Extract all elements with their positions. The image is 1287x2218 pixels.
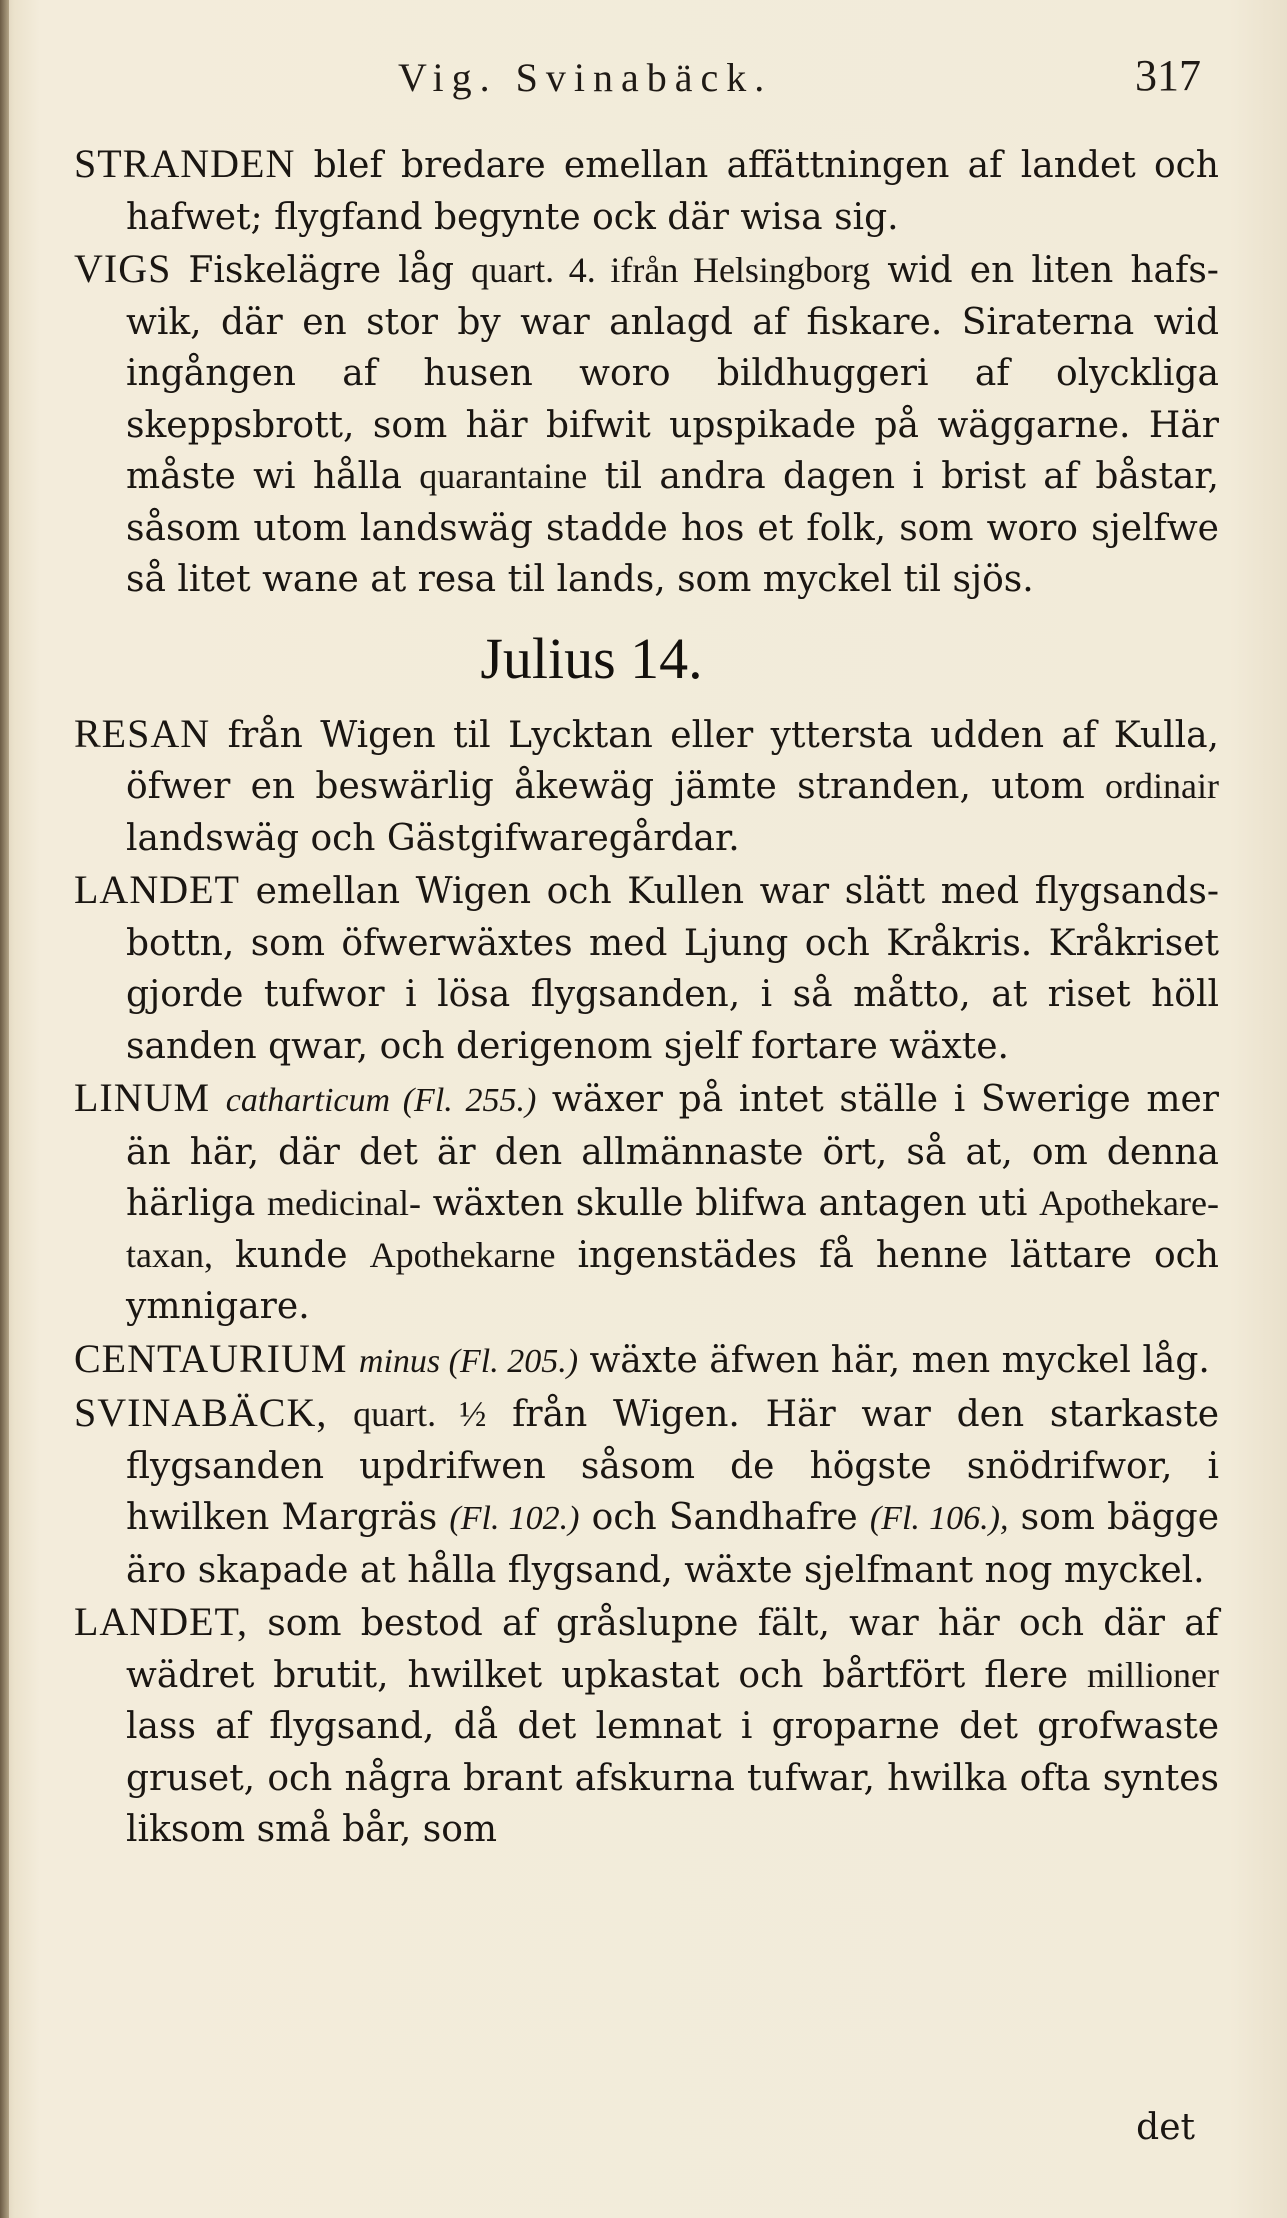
paragraph-text-segment: wid en liten hafs-wik, där en stor by war anlagd af fiskare. Siraterna wid ingången af husen woro bildhuggeri af olyckliga skeppsbrott, som här bifwit upspikade på wäggarne. Här måste wi hålla [126, 250, 1219, 497]
paragraph-latin-segment: ordinair [1105, 766, 1219, 806]
paragraph-italic-segment: catharticum (Fl. 255.) [225, 1082, 537, 1119]
paragraph-latin-segment: quarantaine [419, 456, 588, 496]
paragraph-landet-1 [74, 864, 1219, 1072]
running-head [74, 48, 1219, 134]
paragraph-linum [74, 1072, 1219, 1333]
paragraph-italic-segment: minus (Fl. 205.) [358, 1342, 579, 1380]
paragraph-centaurium [74, 1333, 1219, 1388]
paragraph-latin-segment: quart. ½ [353, 1394, 487, 1434]
paragraph-text-segment: wäxte äfwen här, men myckel låg. [589, 1339, 1210, 1381]
paragraph-text-segment: til andra dagen i brist af båstar, såsom utom landswäg stadde hos et folk, som woro sjelfwe så litet wane at resa til lands, som myckel til sjös. [126, 456, 1219, 600]
paragraph-lead: LINUM [74, 1075, 211, 1120]
paragraph-text-segment: lass af flygsand, då det lemnat i groparne det grofwaste gruset, och några brant afskurna tufwar, hwilka ofta syntes liksom små bår, som [126, 1706, 1219, 1850]
paragraph-lead: LANDET, [74, 1599, 248, 1644]
paragraph-text-segment: från Wigen til Lycktan eller yttersta udden af Kulla, öfwer en beswärlig åkewäg jämte stranden, utom [126, 714, 1220, 807]
paragraph-text-segment: som bägge äro skapade at hålla flygsand, wäxte sjelfmant nog myckel. [126, 1497, 1219, 1591]
paragraph-svinaback [74, 1387, 1219, 1596]
paragraph-text-segment: Fiskelägre låg [188, 250, 455, 291]
paragraph-lead: STRANDEN [74, 141, 296, 186]
paragraph-text-segment: från Wigen. Här war den starkaste flygsanden updrifwen såsom de högste snödrifwor, i hwilken Margräs [126, 1394, 1220, 1538]
paragraph-italic-segment: (Fl. 102.) [449, 1500, 580, 1537]
paragraph-text-segment: wäxer på intet ställe i Swerige mer än här, där det är den allmännaste ört, så at, om denna härliga [126, 1079, 1219, 1224]
paragraph-resan [74, 708, 1219, 865]
paragraph-lead: RESAN [74, 710, 211, 756]
paragraph-text-segment: och Sandhafre [591, 1497, 858, 1538]
paragraph-text-segment: kunde [235, 1234, 348, 1276]
paragraph-lead: VIGS [74, 246, 172, 291]
paragraph-lead: CENTAURIUM [74, 1335, 348, 1381]
paragraph-lead: SVINABÄCK, [74, 1390, 328, 1435]
running-title: Vig. Svinabäck. [398, 55, 773, 100]
paragraph-text-segment: wäxten skulle blifwa antagen uti [432, 1183, 1028, 1224]
paragraph-latin-segment: medicinal- [267, 1183, 421, 1223]
paragraph-text-segment: ingenstädes få henne lättare och ymnigare. [126, 1234, 1219, 1327]
paragraph-body: blef bredare emellan affättningen af landet och hafwet; flygfand begynte ock där wisa sig. [126, 145, 1219, 238]
paragraph-latin-segment: millioner [1087, 1654, 1219, 1695]
paragraph-latin-segment: Apothekarne [369, 1234, 556, 1275]
paragraph-text-segment: som bestod af gråslupne fält, war här och där af wädret brutit, hwilket upkastat och bårtfört flere [126, 1603, 1219, 1696]
paragraph-lead: LANDET [74, 867, 240, 912]
paragraph-body: emellan Wigen och Kullen war slätt med flygsands-bottn, som öfwerwäxtes med Ljung och Kråkris. Kråkriset gjorde tufwor i lösa flygsanden, i så måtto, at riset höll sanden qwar, och derigenom sjelf fortare wäxte. [126, 871, 1219, 1067]
paragraph-latin-segment: Apothekare-taxan, [126, 1183, 1219, 1275]
catchword: det [1136, 2107, 1195, 2148]
date-heading: Julius 14. [480, 625, 703, 691]
page-number: 317 [1135, 51, 1201, 100]
paragraph-stranden [74, 138, 1219, 243]
paragraph-vigs [74, 243, 1219, 606]
paragraph-text-segment: landswäg och Gästgifwaregårdar. [126, 817, 740, 859]
page-text [74, 138, 1219, 1856]
paragraph-latin-segment: quart. 4. ifrån Helsingborg [471, 250, 871, 290]
paragraph-landet-2 [74, 1596, 1219, 1856]
page-spine-shadow [0, 0, 9, 2218]
paragraph-italic-segment: (Fl. 106.), [869, 1500, 1009, 1537]
